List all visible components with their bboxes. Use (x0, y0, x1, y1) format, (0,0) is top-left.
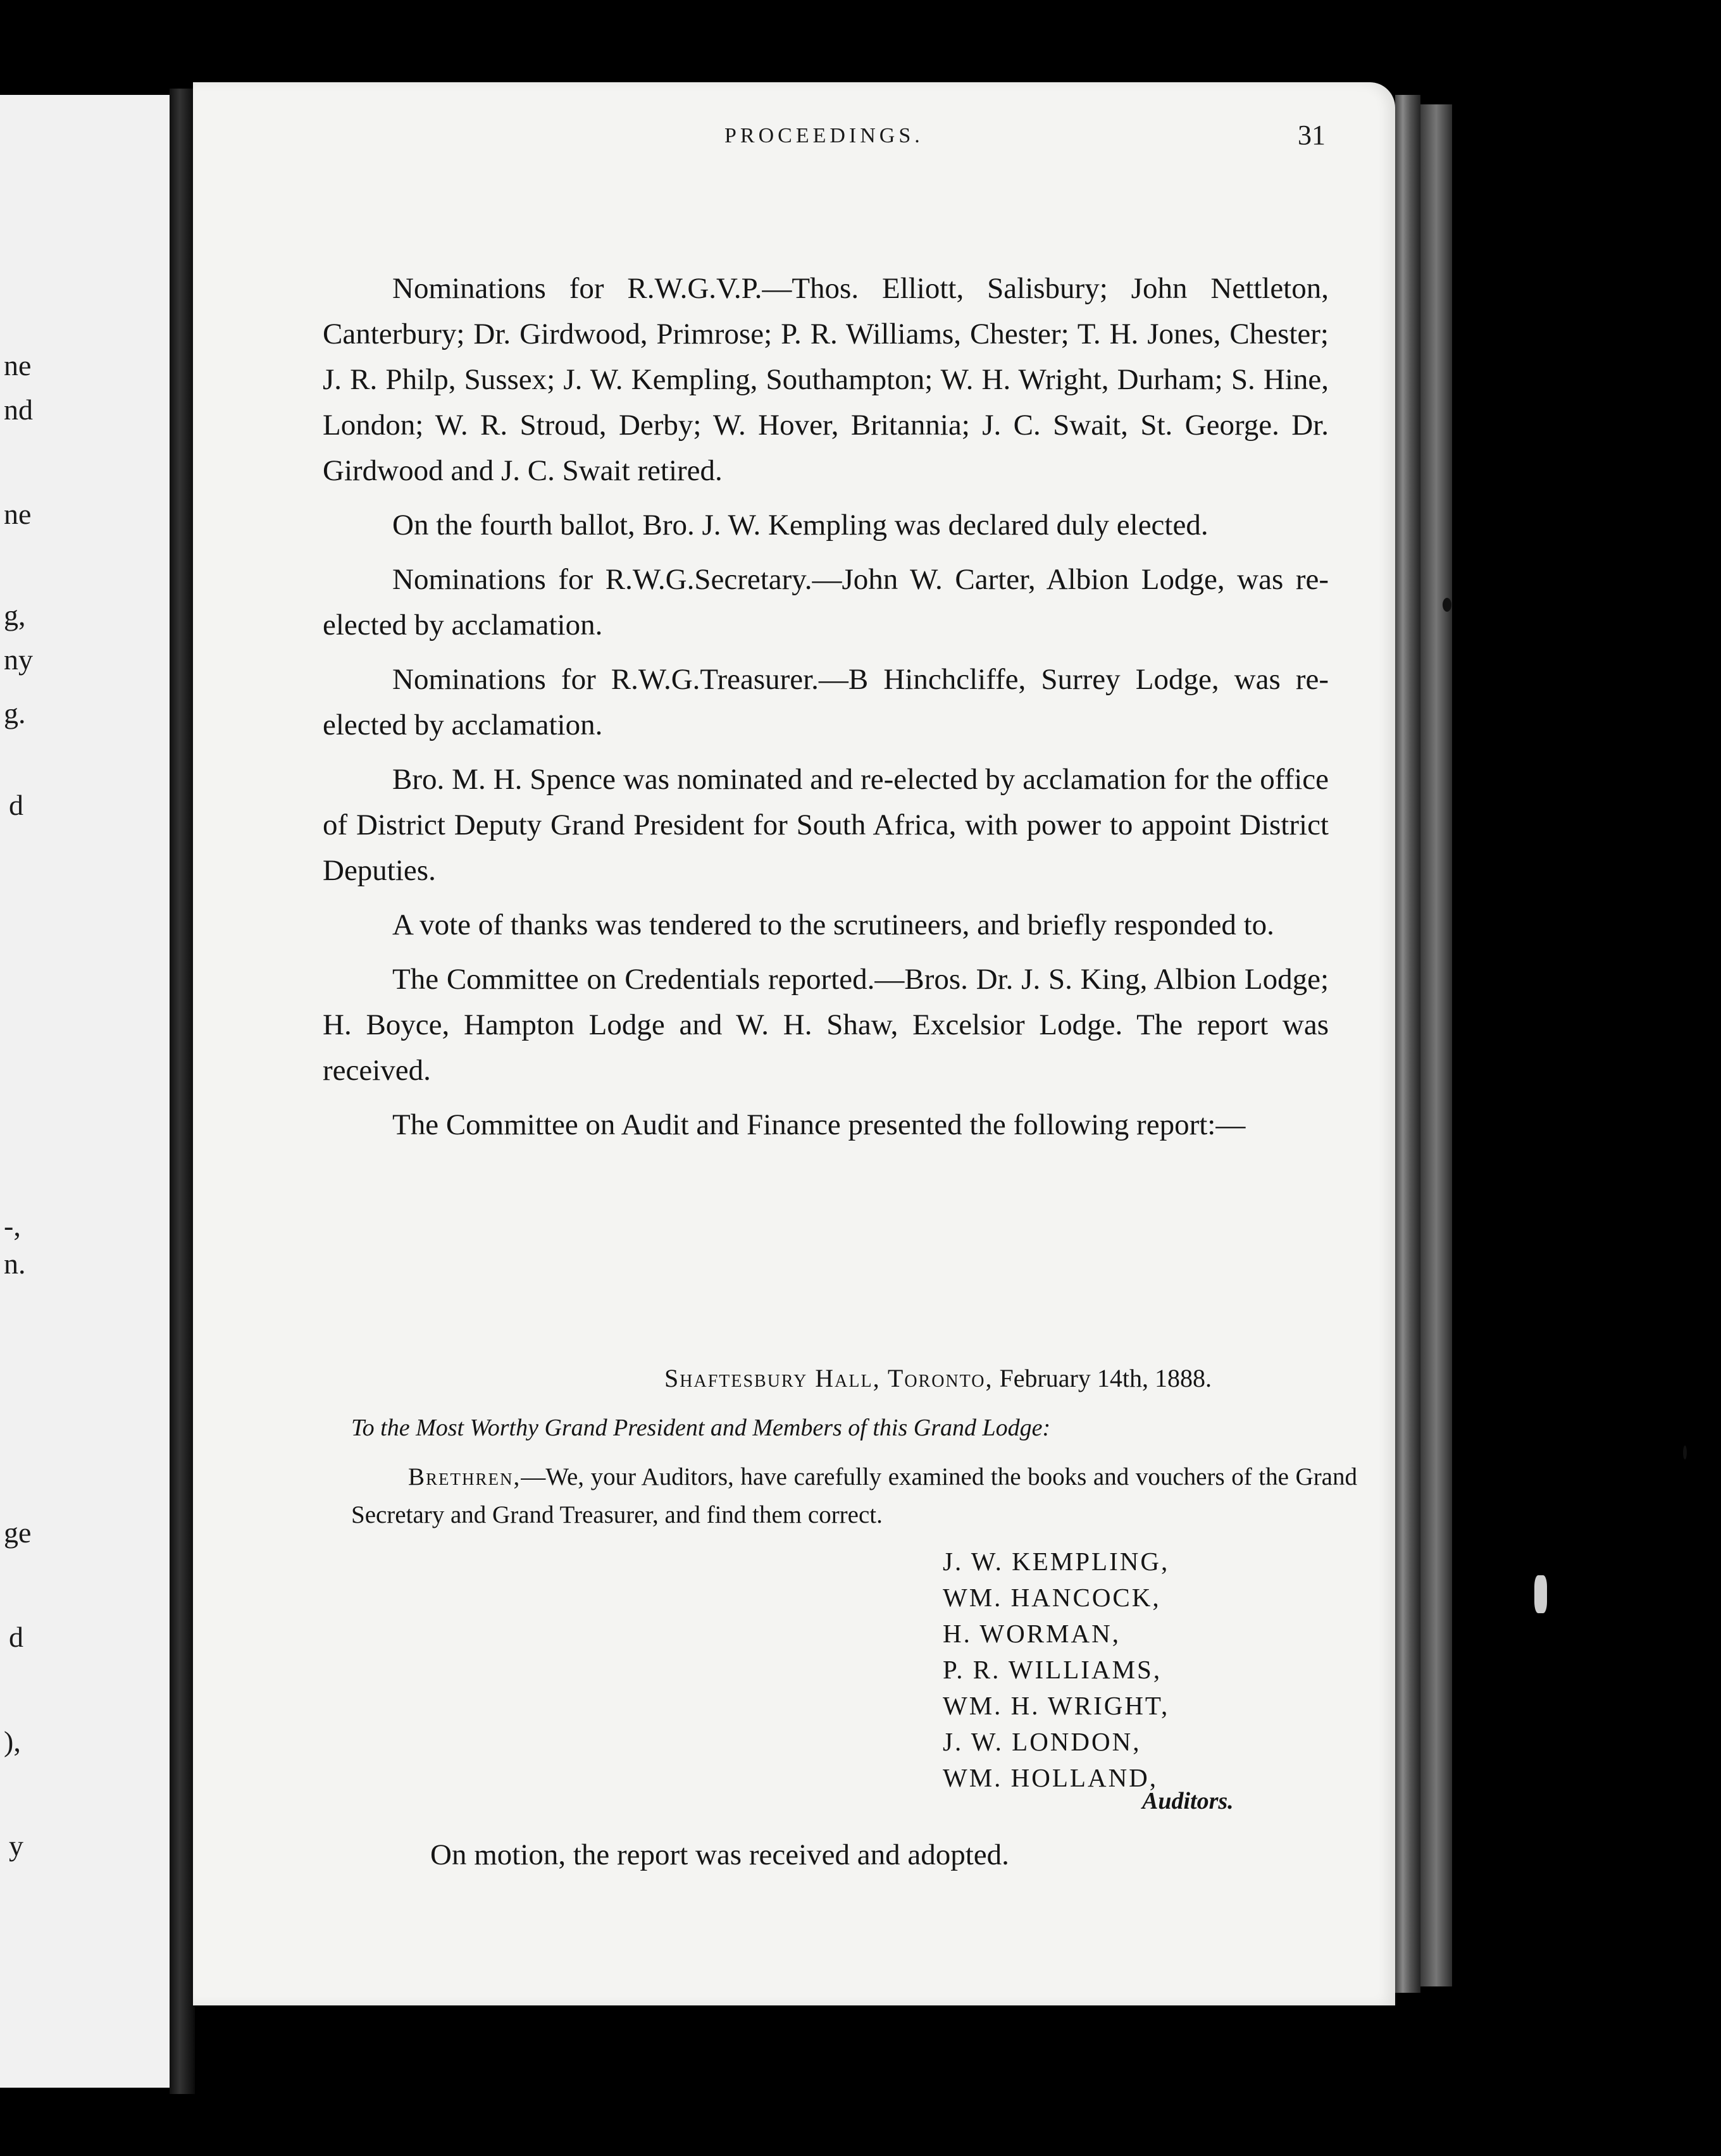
scan-speck (1683, 1446, 1687, 1459)
running-head (193, 119, 1326, 163)
previous-page-edge (0, 95, 172, 2088)
brethren-text: —We, your Auditors, have carefully examined the books and vouchers of the Grand Secretary and Grand Treasurer, and find them correct. (351, 1463, 1357, 1528)
previous-page-text-fragment: -, (4, 1210, 21, 1242)
previous-page-text-fragment: ne (4, 498, 32, 530)
auditor-name: WM. HOLLAND, (943, 1763, 1159, 1792)
page-stack-edge-outer (1420, 104, 1452, 1986)
paragraph-secretary-nomination: Nominations for R.W.G.Secretary.—John W. Carter, Albion Lodge, was re-elected by acclamation. (323, 563, 1329, 641)
paragraph-treasurer-nomination: Nominations for R.W.G.Treasurer.—B Hinchcliffe, Surrey Lodge, was re-elected by acclamation. (323, 663, 1329, 741)
auditors-label: Auditors. (1142, 1788, 1234, 1814)
report-dateline (664, 1363, 1212, 1393)
brethren-lead: Brethren, (408, 1463, 521, 1490)
report-date: February 14th, 1888. (999, 1364, 1212, 1392)
report-place: Shaftesbury Hall, Toronto, (664, 1364, 993, 1392)
auditor-name: J. W. LONDON, (943, 1727, 1141, 1756)
previous-page-text-fragment: y (9, 1830, 23, 1862)
paragraph-credentials-committee: The Committee on Credentials reported.—Bros. Dr. J. S. King, Albion Lodge; H. Boyce, Hampton Lodge and W. H. Shaw, Excelsior Lodge. The report was received. (323, 963, 1329, 1087)
auditor-signatures (943, 1544, 1169, 1796)
paragraph-rwgvp-nominations: Nominations for R.W.G.V.P.—Thos. Elliott, Salisbury; John Nettleton, Canterbury; Dr. Girdwood, Primrose; P. R. Williams, Chester; T. H. Jones, Chester; J. R. Philp, Sussex; J. W. Kempling, Southampton; W. H. Wright, Durham; S. Hine, London; W. R. Stroud, Derby; W. Hover, Britannia; J. C. Swait, St. George. Dr. Girdwood and J. C. Swait retired. (323, 272, 1329, 487)
scan-speck (1534, 1575, 1547, 1613)
paragraph-fourth-ballot: On the fourth ballot, Bro. J. W. Kempling was declared duly elected. (392, 509, 1208, 542)
running-head-title: PROCEEDINGS. (724, 124, 924, 147)
paragraph-district-deputy: Bro. M. H. Spence was nominated and re-elected by acclamation for the office of District Deputy Grand President for South Africa, with power to appoint District Deputies. (323, 763, 1329, 887)
report-salutation: To the Most Worthy Grand President and Members of this Grand Lodge: (351, 1415, 1051, 1441)
previous-page-text-fragment: ), (4, 1725, 21, 1757)
previous-page-text-fragment: d (9, 789, 23, 821)
auditor-name: J. W. KEMPLING, (943, 1547, 1170, 1576)
previous-page-text-fragment: ny (4, 643, 33, 676)
book-gutter (170, 89, 195, 2094)
previous-page-text-fragment: n. (4, 1248, 26, 1280)
page-number: 31 (1298, 120, 1326, 151)
previous-page-text-fragment: g, (4, 599, 26, 631)
previous-page-text-fragment: ne (4, 349, 32, 381)
auditor-name: P. R. WILLIAMS, (943, 1655, 1162, 1684)
report-body (351, 1458, 1357, 1534)
previous-page-text-fragment: nd (4, 393, 33, 426)
previous-page-text-fragment: d (9, 1621, 23, 1653)
paragraph-vote-of-thanks: A vote of thanks was tendered to the scrutineers, and briefly responded to. (392, 908, 1274, 941)
previous-page-text-fragment: ge (4, 1516, 32, 1549)
previous-page-text-fragment: g. (4, 697, 26, 729)
closing-line: On motion, the report was received and adopted. (430, 1838, 1009, 1871)
scan-speck (1443, 598, 1451, 612)
page-stack-edge (1395, 95, 1420, 1993)
auditor-name: WM. HANCOCK, (943, 1583, 1161, 1612)
body-text (323, 266, 1329, 1156)
auditor-name: H. WORMAN, (943, 1619, 1121, 1648)
auditor-name: WM. H. WRIGHT, (943, 1691, 1170, 1720)
paragraph-audit-committee: The Committee on Audit and Finance presented the following report:— (392, 1108, 1246, 1141)
